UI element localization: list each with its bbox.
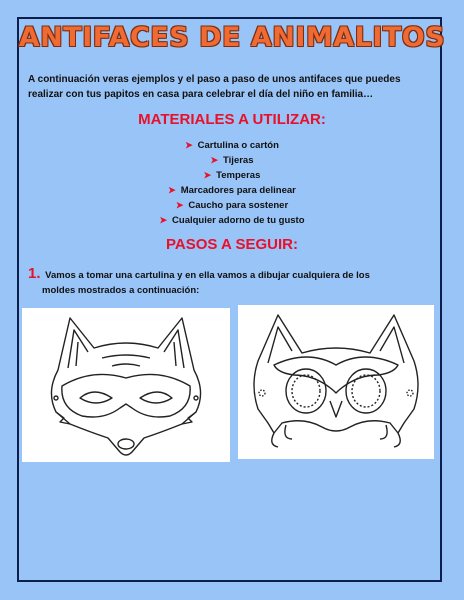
fox-mask-image xyxy=(22,308,230,462)
step-text-line1: Vamos a tomar una cartulina y en ella vamos a dibujar cualquiera de los xyxy=(45,270,370,281)
step-text-line2: moldes mostrados a continuación: xyxy=(42,285,200,296)
list-item: ➤ Caucho para sostener xyxy=(175,200,289,211)
owl-mask-image xyxy=(238,305,434,459)
materials-heading: MATERIALES A UTILIZAR: xyxy=(138,111,326,128)
list-item: ➤ Temperas xyxy=(203,170,261,181)
arrow-bullet-icon: ➤ xyxy=(175,200,184,210)
arrow-bullet-icon: ➤ xyxy=(168,185,176,195)
materials-list xyxy=(0,138,464,228)
list-item: ➤ Cartulina o cartón xyxy=(185,140,279,151)
list-item: ➤ Cualquier adorno de tu gusto xyxy=(159,215,305,226)
list-item: ➤ Marcadores para delinear xyxy=(168,185,296,196)
steps-heading: PASOS A SEGUIR: xyxy=(166,236,298,253)
page-title: ANTIFACES DE ANIMALITOS xyxy=(18,22,446,53)
arrow-bullet-icon: ➤ xyxy=(203,170,212,180)
step-1 xyxy=(28,266,428,298)
arrow-bullet-icon: ➤ xyxy=(185,140,193,150)
arrow-bullet-icon: ➤ xyxy=(159,215,168,225)
arrow-bullet-icon: ➤ xyxy=(210,155,219,165)
step-number: 1. xyxy=(28,265,41,282)
list-item: ➤ Tijeras xyxy=(210,155,254,166)
intro-paragraph: A continuación veras ejemplos y el paso a paso de unos antifaces que puedes realizar con tus papitos en casa para celebrar el día del niño en familia… xyxy=(28,74,401,100)
